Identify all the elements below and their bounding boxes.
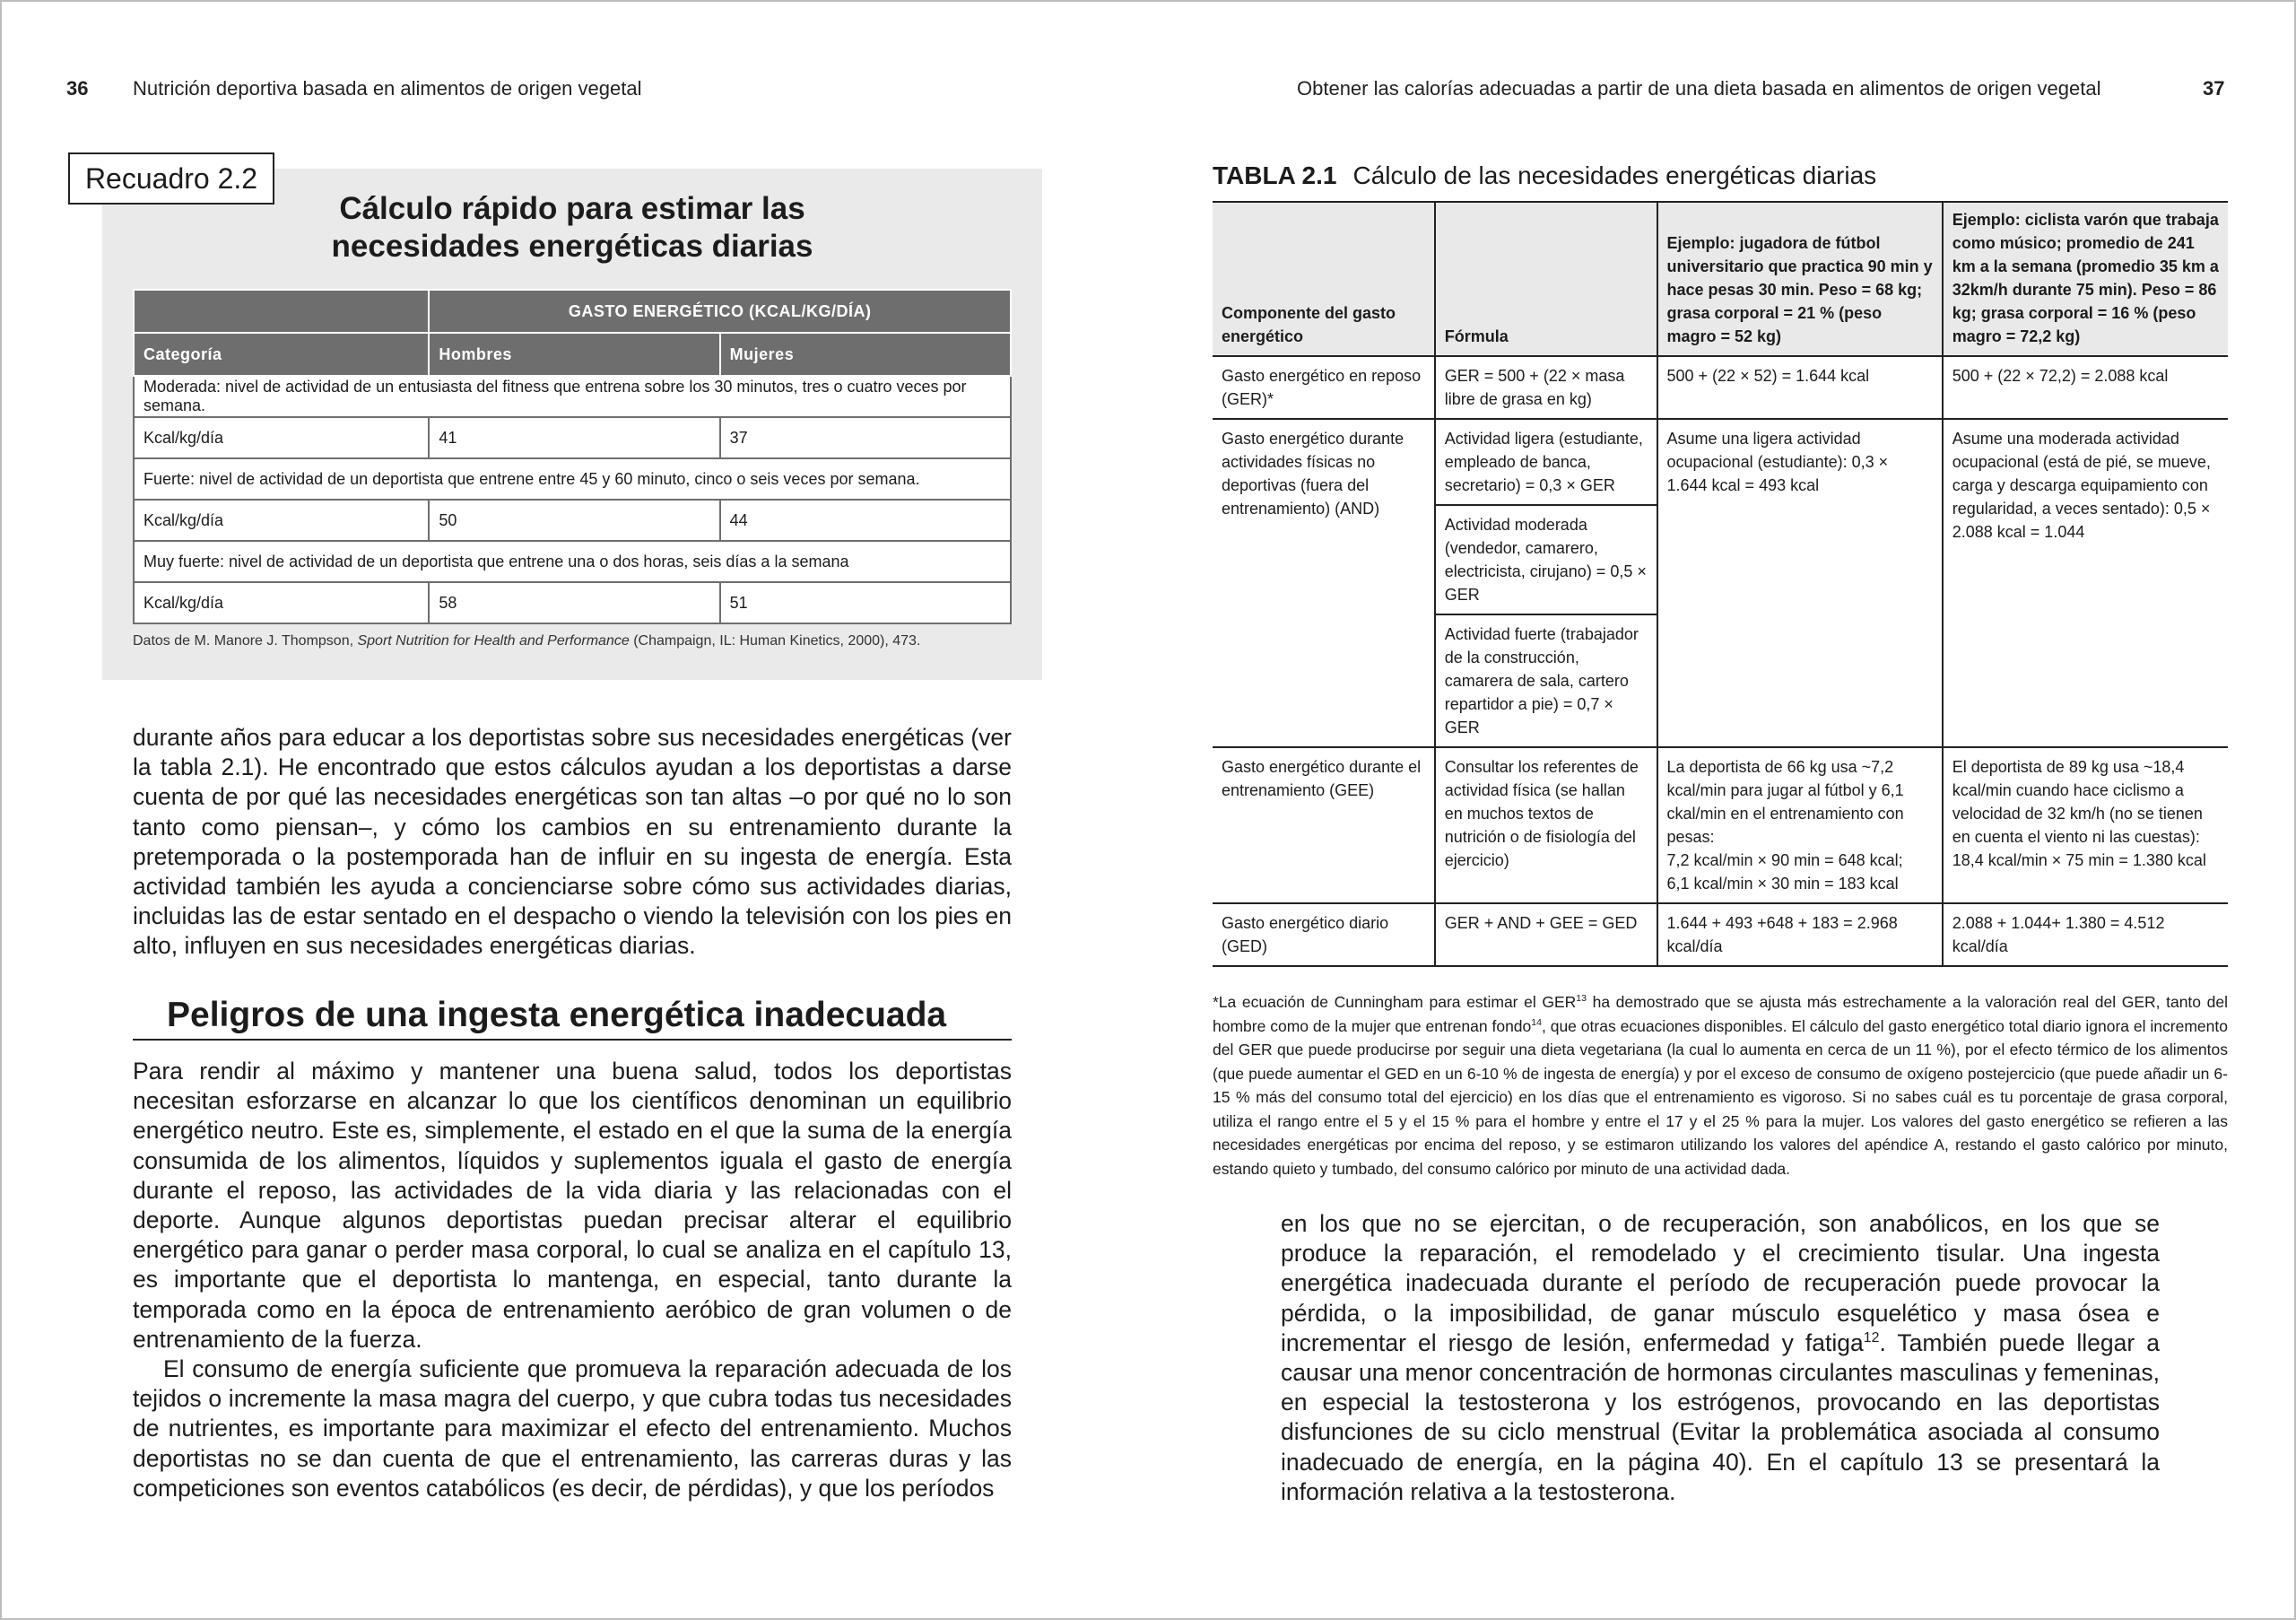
cell-line: 7,2 kcal/min × 90 min = 648 kcal; [1666, 851, 1903, 869]
cell-formula: GER + AND + GEE = GED [1435, 903, 1657, 966]
cell-example-soccer: 500 + (22 × 52) = 1.644 kcal [1657, 356, 1943, 419]
row-women-value: 44 [720, 500, 1011, 541]
footnote-text: , que otras ecuaciones disponibles. El cálculo del gasto energético total diario ignora el incremento del GER que puede producirse por seguir una dieta vegetariana (la cual lo aumenta en cerca de un 11 %), por el efecto térmico de los alimentos (que puede aumentar el GED en un 6-10 % de ingesta de energía) y por el exceso de consumo de oxígeno postejercicio (que puede añadir un 6-15 % más del consumo total del ejercicio) en los días que el entrenamiento es vigoroso. Si no sabes cuál es tu porcentaje de grasa corporal, utiliza el rango entre el 5 y el 15 % para el hombre y entre el 17 y el 25 % para la mujer. Los valores del gasto energético se refieren a las necesidades energéticas por encima del reposo, y se estimaron utilizando los valores del apéndice A, restando el gasto calórico por minuto, estando quieto y tumbado, del consumo calórico por minuto de una actividad dada. [1213, 1016, 2228, 1178]
cell-component: Gasto energético en reposo (GER)* [1213, 356, 1435, 419]
body-paragraph [1281, 1209, 2160, 1507]
header-category: Categoría [134, 333, 429, 376]
box-title-line-2: necesidades energéticas diarias [331, 229, 813, 264]
footnote-ref: 13 [1576, 993, 1587, 1005]
paragraph-continued [133, 723, 1012, 962]
table-caption [1213, 161, 1876, 190]
box-title-line-1: Cálculo rápido para estimar las [339, 191, 805, 226]
source-suffix: (Champaign, IL: Human Kinetics, 2000), 473. [629, 633, 921, 649]
row-description: Fuerte: nivel de actividad de un deportista que entrene entre 45 y 60 minuto, cinco o seis veces por semana. [134, 458, 1011, 500]
cell-example-cyclist: 2.088 + 1.044+ 1.380 = 4.512 kcal/día [1943, 903, 2228, 966]
box-source-note [133, 633, 920, 649]
energy-expenditure-table [133, 289, 1012, 624]
page-number-left: 36 [66, 77, 89, 100]
header-formula: Fórmula [1435, 202, 1657, 356]
cell-formula: GER = 500 + (22 × masa libre de grasa en kg) [1435, 356, 1657, 419]
table-label: TABLA 2.1 [1213, 161, 1337, 189]
row-unit: Kcal/kg/día [134, 417, 429, 458]
cell-formula-light: Actividad ligera (estudiante, empleado de banca, secretario) = 0,3 × GER [1435, 419, 1657, 505]
cell-example-soccer: Asume una ligera actividad ocupacional (estudiante): 0,3 × 1.644 kcal = 493 kcal [1657, 419, 1943, 747]
table-footnote [1213, 990, 2228, 1180]
running-head-left: Nutrición deportiva basada en alimentos de origen vegetal [133, 77, 642, 100]
header-component: Componente del gasto energético [1213, 202, 1435, 356]
cell-formula: Consultar los referentes de actividad física (se hallan en muchos textos de nutrición o de fisiología del ejercicio) [1435, 747, 1657, 903]
header-example-soccer: Ejemplo: jugadora de fútbol universitario que practica 90 min y hace pesas 30 min. Peso = 68 kg; grasa corporal = 21 % (peso magro = 52 kg) [1657, 202, 1943, 356]
cell-example-cyclist [1943, 747, 2228, 903]
source-book-title: Sport Nutrition for Health and Performance [357, 633, 630, 649]
row-description: Muy fuerte: nivel de actividad de un deportista que entrene una o dos horas, seis días a la semana [134, 541, 1011, 582]
row-description: Moderada: nivel de actividad de un entusiasta del fitness que entrena sobre los 30 minutos, tres o cuatro veces por semana. [134, 376, 1011, 417]
cell-line: 18,4 kcal/min × 75 min = 1.380 kcal [1952, 851, 2206, 869]
row-unit: Kcal/kg/día [134, 582, 429, 623]
box-label: Recuadro 2.2 [68, 152, 274, 205]
footnote-text: *La ecuación de Cunningham para estimar el GER [1213, 993, 1577, 1011]
cell-formula-moderate: Actividad moderada (vendedor, camarero, electricista, cirujano) = 0,5 × GER [1435, 505, 1657, 614]
body-paragraph: El consumo de energía suficiente que promueva la reparación adecuada de los tejidos o incremente la masa magra del cuerpo, y que cubra todas tus necesidades de nutrientes, es importante para maximizar el efecto del entrenamiento. Muchos deportistas no se dan cuenta de que el entrenamiento, las carreras duras y las competiciones son eventos catabólicos (es decir, de pérdidas), y que los períodos [133, 1355, 1012, 1502]
body-text-run: . También puede llegar a causar una menor concentración de hormonas circulantes masculinas y femeninas, en especial la testosterona y los estrógenos, provocando en las deportistas disfunciones de su ciclo menstrual (Evitar la problemática asociada al consumo inadecuado de energía, en la página 40). En el capítulo 13 se presentará la información relativa a la testosterona. [1281, 1328, 2160, 1505]
header-men: Hombres [429, 333, 719, 376]
cell-component: Gasto energético durante actividades físicas no deportivas (fuera del entrenamiento) (AND) [1213, 419, 1435, 747]
row-men-value: 58 [429, 582, 719, 623]
section-body [133, 1057, 1012, 1503]
citation-ref: 12 [1863, 1329, 1880, 1346]
header-example-cyclist: Ejemplo: ciclista varón que trabaja como músico; promedio de 241 km a la semana (promedio 35 km a 32km/h durante 75 min). Peso = 86 kg; grasa corporal = 16 % (peso magro = 72,2 kg) [1943, 202, 2228, 356]
cell-formula-heavy: Actividad fuerte (trabajador de la construcción, camarera de sala, cartero repartidor a pie) = 0,7 × GER [1435, 614, 1657, 747]
page-number-right: 37 [2203, 77, 2225, 100]
body-paragraph: durante años para educar a los deportistas sobre sus necesidades energéticas (ver la tabla 2.1). He encontrado que estos cálculos ayudan a los deportistas a darse cuenta de por qué las necesidades energéticas son tan altas –o por qué no lo son tanto como piensan–, y cómo los cambios en su entrenamiento durante la pretemporada o la postemporada han de influir en su ingesta de energía. Esta actividad también les ayuda a concienciarse sobre cómo sus actividades diarias, incluidas las de estar sentado en el despacho o viendo la televisión con los pies en alto, influyen en sus necesidades energéticas diarias. [133, 724, 1012, 960]
cell-example-cyclist: Asume una moderada actividad ocupacional (está de pié, se mueve, carga y descarga equipamiento con regularidad, a veces sentado): 0,5 × 2.088 kcal = 1.044 [1943, 419, 2228, 747]
running-head-right: Obtener las calorías adecuadas a partir de una dieta basada en alimentos de origen vegetal [1297, 77, 2101, 100]
source-prefix: Datos de M. Manore J. Thompson, [133, 633, 358, 649]
body-paragraph: Para rendir al máximo y mantener una buena salud, todos los deportistas necesitan esforzarse en alcanzar lo que los científicos denominan un equilibrio energético neutro. Este es, simplemente, el estado en el que la suma de la energía consumida de los alimentos, líquidos y suplementos iguala el gasto de energía durante el reposo, las actividades de la vida diaria y las relacionadas con el deporte. Aunque algunos deportistas puedan precisar alterar el equilibrio energético para ganar o perder masa corporal, lo cual se analiza en el capítulo 13, es importante que el deportista lo mantenga, en especial, tanto durante la temporada como en la época de entrenamiento aeróbico de gran volumen o de entrenamiento de la fuerza. [133, 1058, 1012, 1353]
header-blank [134, 290, 429, 333]
row-men-value: 41 [429, 417, 719, 458]
cell-example-soccer: 1.644 + 493 +648 + 183 = 2.968 kcal/día [1657, 903, 1943, 966]
cell-example-soccer [1657, 747, 1943, 903]
cell-component: Gasto energético durante el entrenamiento (GEE) [1213, 747, 1435, 903]
cell-example-cyclist: 500 + (22 × 72,2) = 2.088 kcal [1943, 356, 2228, 419]
footnote-text: ha demostrado que se ajusta más estrechamente a la valoración real del GER, tanto del hombre como de la mujer que entrenan fondo [1213, 993, 2228, 1035]
header-women: Mujeres [720, 333, 1011, 376]
heading-rule [133, 1039, 1012, 1041]
cell-line: 6,1 kcal/min × 30 min = 183 kcal [1666, 875, 1899, 893]
footnote-ref: 14 [1531, 1016, 1542, 1028]
row-women-value: 51 [720, 582, 1011, 623]
cell-line: El deportista de 89 kg usa ~18,4 kcal/min cuando hace ciclismo a velocidad de 32 km/h (no se tienen en cuenta el viento ni las cuestas): [1952, 758, 2203, 846]
cell-component: Gasto energético diario (GED) [1213, 903, 1435, 966]
table-title: Cálculo de las necesidades energéticas diarias [1352, 161, 1877, 189]
cell-line: La deportista de 66 kg usa ~7,2 kcal/min para jugar al fútbol y 6,1 ckal/min en el entrenamiento con pesas: [1666, 758, 1904, 846]
row-men-value: 50 [429, 500, 719, 541]
section-heading: Peligros de una ingesta energética inadecuada [167, 996, 947, 1034]
daily-energy-table [1213, 201, 2228, 967]
row-women-value: 37 [720, 417, 1011, 458]
header-group: GASTO ENERGÉTICO (KCAL/KG/DÍA) [429, 290, 1011, 333]
paragraph-continued-right [1281, 1209, 2160, 1507]
body-text-run: en los que no se ejercitan, o de recuperación, son anabólicos, en los que se produce la reparación, el remodelado y el crecimiento tisular. Una ingesta energética inadecuada durante el período de recuperación puede provocar la pérdida, o la imposibilidad, de ganar músculo esquelético y masa ósea e incrementar el riesgo de lesión, enfermedad y fatiga [1281, 1210, 2160, 1356]
right-page [1148, 0, 2296, 1620]
row-unit: Kcal/kg/día [134, 500, 429, 541]
